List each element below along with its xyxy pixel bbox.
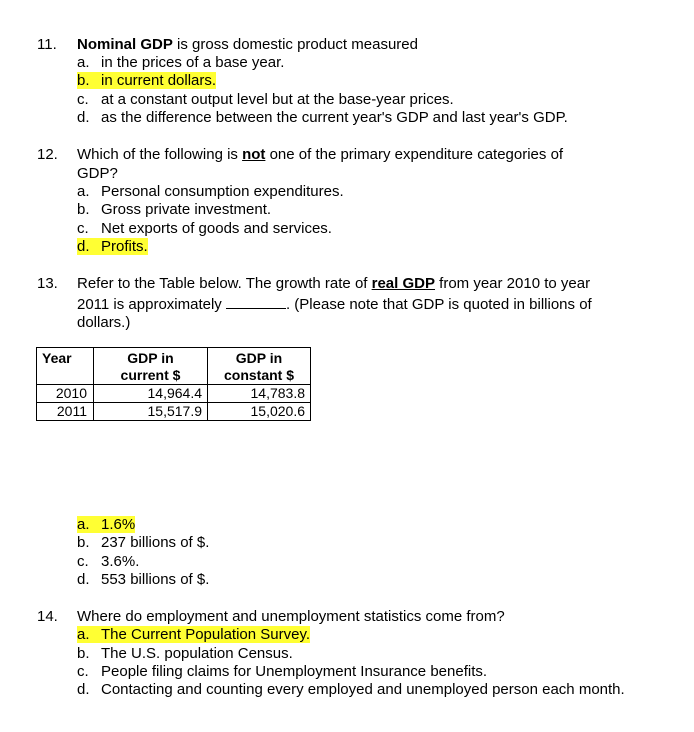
option-text: 3.6%. [101,553,140,570]
stem-text: from year 2010 to year 2011 is approximately [77,275,591,313]
option-14b [77,645,293,664]
header-year: Year [37,348,94,385]
option-14a [77,626,310,645]
table-row [37,403,311,421]
stem-text: Which of the following is [77,146,243,163]
option-letter: c. [77,220,89,237]
gdp-table [36,347,311,421]
option-11d [77,109,568,128]
option-letter: b. [77,534,90,551]
option-letter: a. [77,516,90,533]
stem-text: one of the primary expenditure categories of GDP? [77,146,564,182]
option-11c [77,91,454,110]
option-11b [77,72,216,91]
table-header-row [37,348,311,385]
option-12c [77,220,332,239]
option-text: Gross private investment. [101,201,272,218]
bold-term: Nominal GDP [77,36,173,53]
option-text: The U.S. population Census. [101,645,293,662]
header-constant [208,348,311,385]
header-line: GDP in [127,350,174,366]
option-14c [77,663,487,682]
question-number: 13. [37,275,58,292]
cell-year: 2010 [37,385,94,403]
option-letter: c. [77,91,89,108]
question-stem [77,275,622,333]
answer-blank [226,294,286,309]
option-13b [77,534,209,553]
option-text: as the difference between the current year's GDP and last year's GDP. [101,109,568,126]
stem-text: Refer to the Table below. The growth rate of [77,275,372,292]
question-number: 11. [37,36,57,53]
option-text: Profits. [101,238,148,255]
question-number: 12. [37,146,58,163]
option-letter: d. [77,571,90,588]
option-letter: a. [77,626,90,643]
header-current [94,348,208,385]
cell-year: 2011 [37,403,94,421]
option-12a [77,183,344,202]
cell-current: 15,517.9 [94,403,208,421]
option-letter: a. [77,54,90,71]
option-text: 237 billions of $. [101,534,210,551]
header-line: constant $ [223,367,294,383]
option-text: in the prices of a base year. [101,54,285,71]
option-13a [77,516,135,535]
option-text: Contacting and counting every employed and unemployed person each month. [101,681,625,698]
option-13d [77,571,209,590]
question-stem [77,146,607,183]
option-13c [77,553,139,572]
option-letter: d. [77,238,90,255]
table-row [37,385,311,403]
option-text: 553 billions of $. [101,571,210,588]
option-letter: c. [77,553,89,570]
option-letter: c. [77,663,89,680]
option-text: People filing claims for Unemployment Insurance benefits. [101,663,488,680]
option-letter: d. [77,681,90,698]
cell-constant: 15,020.6 [208,403,311,421]
option-text: Personal consumption expenditures. [101,183,344,200]
stem-text: is gross domestic product measured [172,36,418,53]
question-stem [77,36,637,55]
option-letter: a. [77,183,90,200]
emphasis-term: real GDP [371,275,435,292]
option-text: The Current Population Survey. [101,626,310,643]
option-letter: b. [77,201,90,218]
option-letter: b. [77,645,90,662]
option-letter: d. [77,109,90,126]
header-line: GDP in [235,350,283,366]
option-text: 1.6% [101,516,136,533]
option-letter: b. [77,72,90,89]
stem-text: . (Please note that GDP is quoted in billions of dollars.) [77,295,592,331]
option-text: Net exports of goods and services. [101,220,332,237]
option-12b [77,201,271,220]
option-text: in current dollars. [101,72,217,89]
cell-current: 14,964.4 [94,385,208,403]
cell-constant: 14,783.8 [208,385,311,403]
option-11a [77,54,284,73]
emphasis-term: not [242,146,266,163]
option-12d [77,238,148,257]
question-number: 14. [37,608,58,625]
option-text: at a constant output level but at the base-year prices. [101,91,454,108]
question-stem: Where do employment and unemployment statistics come from? [77,608,505,625]
header-line: current $ [120,367,181,383]
